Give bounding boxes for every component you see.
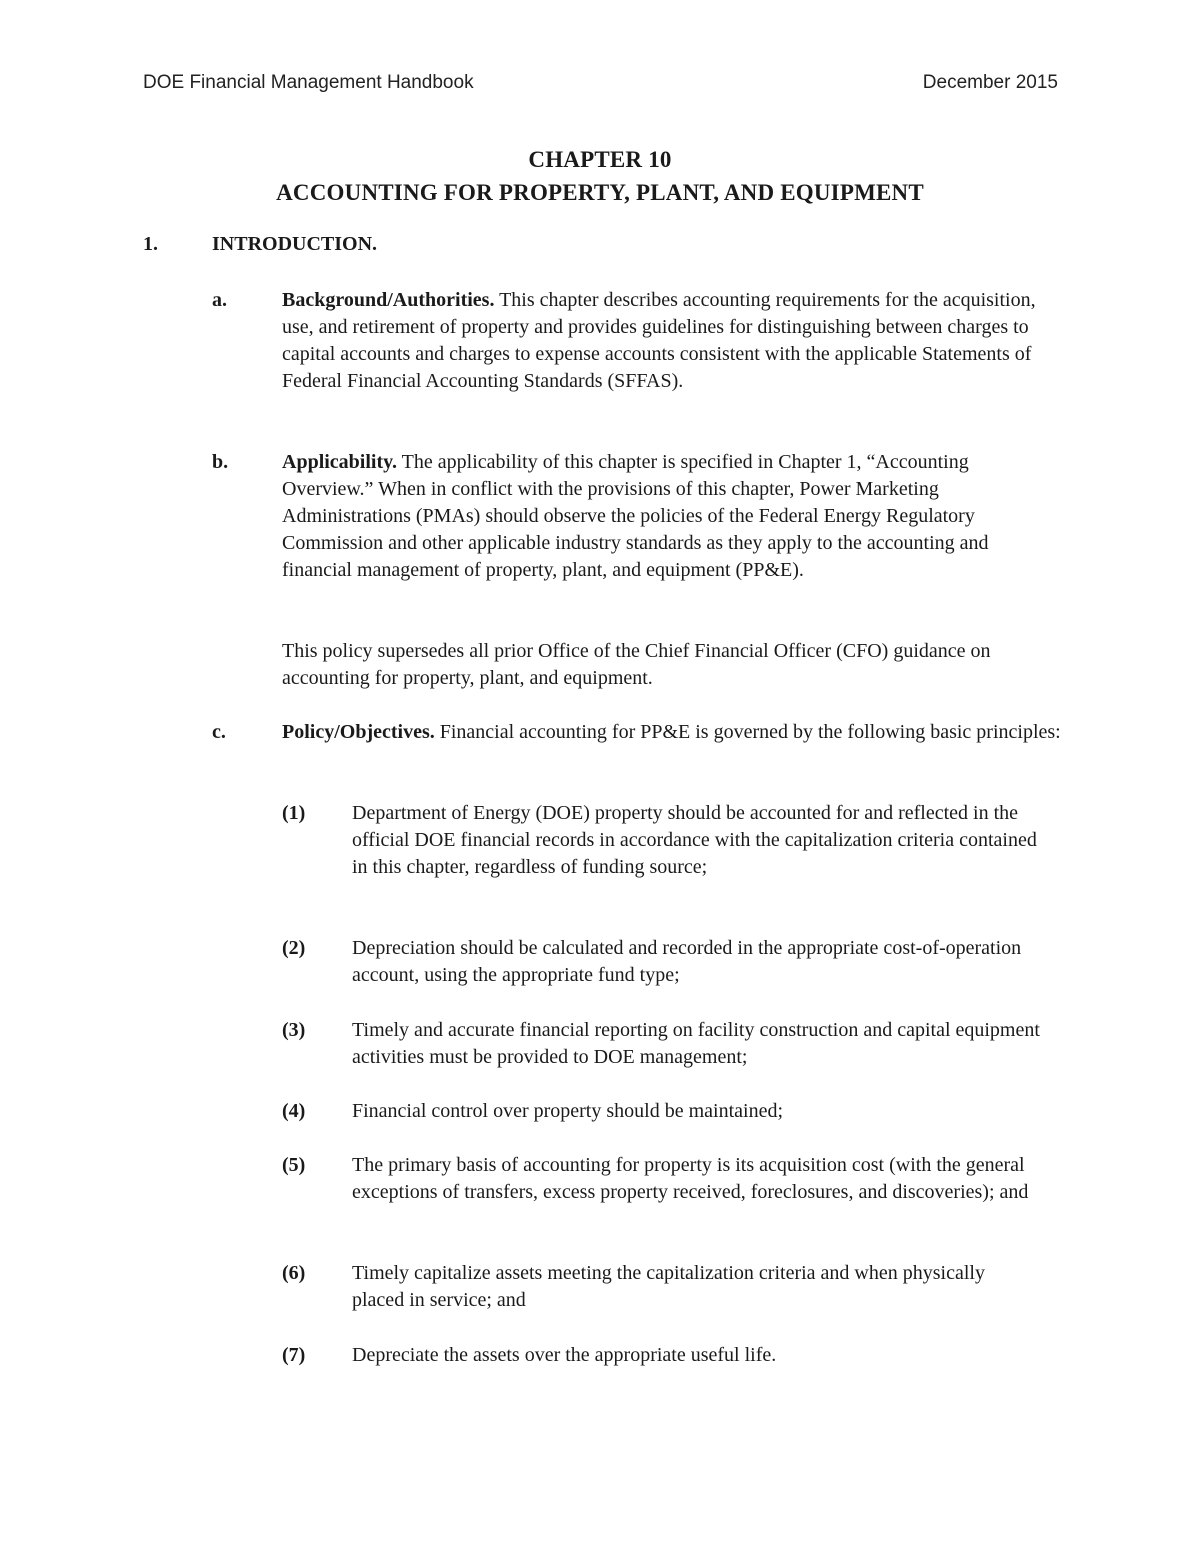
header-left: DOE Financial Management Handbook — [143, 72, 474, 93]
list-item-text: The primary basis of accounting for property is its acquisition cost (with the general exceptions of transfers, excess property received, foreclosures, and discoveries); and — [352, 1154, 1029, 1203]
list-item-text: Depreciate the assets over the appropriate useful life. — [352, 1344, 777, 1366]
subsection-heading: Policy/Objectives. — [282, 721, 435, 743]
list-item-marker: (6) — [282, 1262, 306, 1284]
chapter-title-block — [0, 143, 1200, 209]
section-number: 1. — [143, 233, 158, 255]
subsection-marker: c. — [212, 721, 226, 743]
subsection-marker: b. — [212, 451, 229, 473]
subsection-text: This chapter describes accounting requirements for the acquisition, use, and retirement of property and provides guidelines for distinguishing between charges to capital accounts and charges to expense accounts consistent with the applicable Statements of Federal Financial Accounting Standards (SFFAS). — [282, 289, 1036, 392]
subsection-body — [282, 449, 1052, 584]
subsection-body — [282, 287, 1052, 395]
running-header — [143, 72, 1058, 94]
list-item-marker: (5) — [282, 1154, 306, 1176]
list-item-text: Financial control over property should be maintained; — [352, 1100, 783, 1122]
subsection-marker: a. — [212, 289, 227, 311]
chapter-number: CHAPTER 10 — [528, 147, 672, 172]
section-title: INTRODUCTION. — [212, 233, 378, 255]
subsection-body — [282, 719, 1062, 746]
list-item-marker: (1) — [282, 802, 306, 824]
chapter-subject: ACCOUNTING FOR PROPERTY, PLANT, AND EQUIPMENT — [276, 180, 924, 205]
list-item-text: Department of Energy (DOE) property should be accounted for and reflected in the official DOE financial records in accordance with the capitalization criteria contained in this chapter, regardless of funding source; — [352, 802, 1037, 878]
subsection-text: Financial accounting for PP&E is governed by the following basic principles: — [439, 721, 1061, 743]
subsection-heading: Background/Authorities. — [282, 289, 495, 311]
list-item-marker: (3) — [282, 1019, 306, 1041]
list-item-marker: (4) — [282, 1100, 306, 1122]
list-item-text: Depreciation should be calculated and recorded in the appropriate cost-of-operation account, using the appropriate fund type; — [352, 937, 1022, 986]
header-right: December 2015 — [922, 72, 1058, 93]
subsection-extra-paragraph: This policy supersedes all prior Office of the Chief Financial Officer (CFO) guidance on accounting for property, plant, and equipment. — [282, 640, 991, 689]
list-item-marker: (2) — [282, 937, 306, 959]
list-item-text: Timely capitalize assets meeting the capitalization criteria and when physically placed in service; and — [352, 1262, 985, 1311]
list-item-text: Timely and accurate financial reporting on facility construction and capital equipment activities must be provided to DOE management; — [352, 1019, 1040, 1068]
list-item-marker: (7) — [282, 1344, 306, 1366]
subsection-heading: Applicability. — [282, 451, 398, 473]
subsection-text: The applicability of this chapter is specified in Chapter 1, “Accounting Overview.” When in conflict with the provisions of this chapter, Power Marketing Administrations (PMAs) should observe the policies of the Federal Energy Regulatory Commission and other applicable industry standards as they apply to the accounting and financial management of property, plant, and equipment (PP&E). — [282, 451, 989, 581]
